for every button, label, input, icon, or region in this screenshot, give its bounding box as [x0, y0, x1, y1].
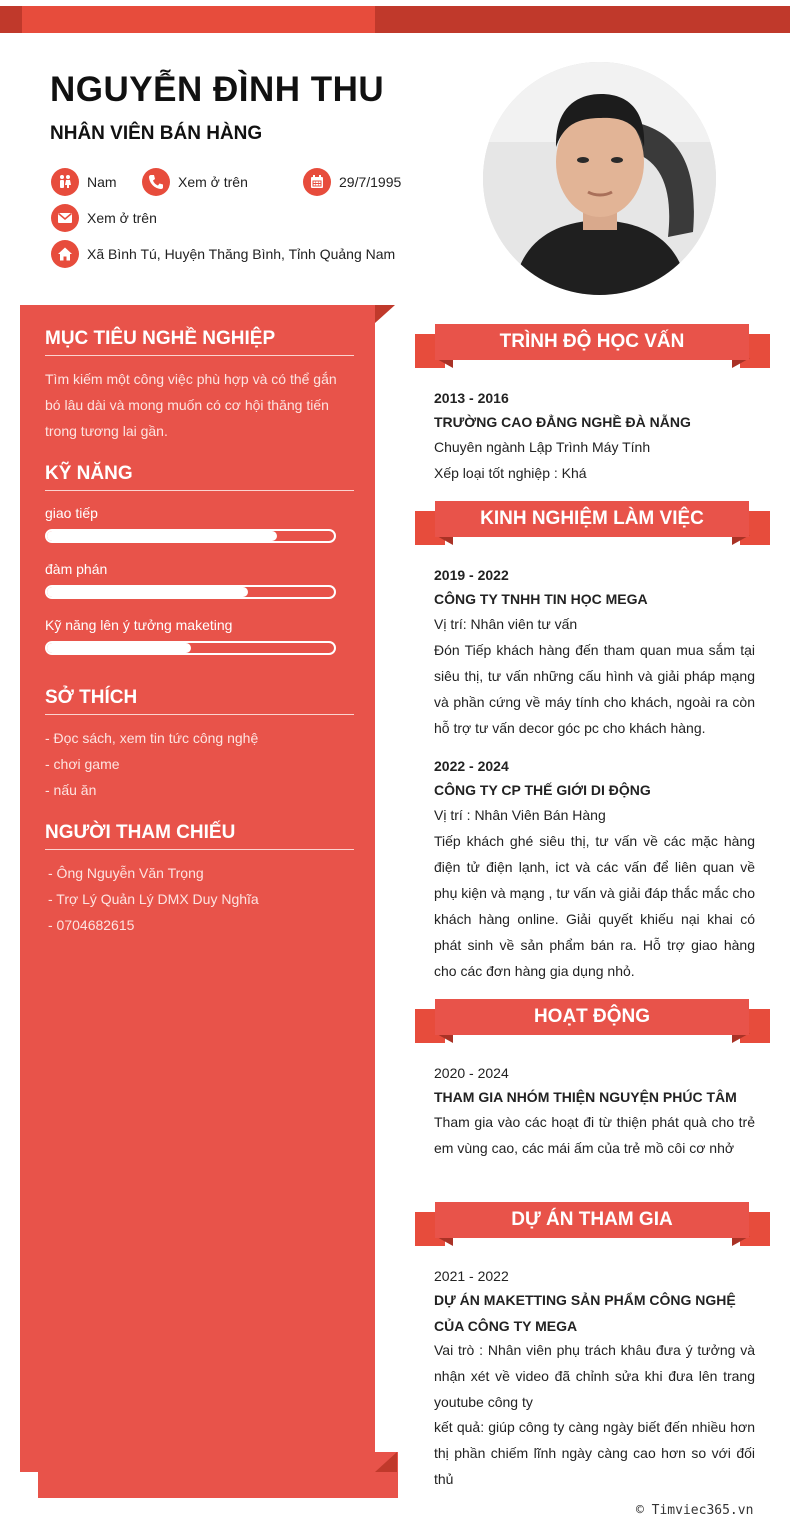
- project-role: Vai trò : Nhân viên phụ trách khâu đưa ý tưởng và nhận xét về video đã chỉnh sửa khi đưa lên trang youtube công ty: [434, 1342, 755, 1410]
- skills-title: KỸ NĂNG: [45, 463, 133, 484]
- experience-ribbon: [415, 501, 770, 545]
- education-school: TRƯỜNG CAO ĐẲNG NGHỀ ĐÀ NẴNG: [434, 414, 691, 430]
- gender-icon: [51, 168, 79, 196]
- activity-period: 2020 - 2024: [434, 1065, 509, 1081]
- reference-item: - 0704682615: [48, 917, 135, 933]
- top-bar-accent: [22, 6, 375, 33]
- activity-name: THAM GIA NHÓM THIỆN NGUYỆN PHÚC TÂM: [434, 1089, 737, 1105]
- projects-ribbon: [415, 1202, 770, 1246]
- skill-label: đàm phán: [45, 561, 108, 577]
- project-result: kết quả: giúp công ty càng ngày biết đến nhiều hơn thị phần chiếm lĩnh ngày càng cao hơn so với đối thủ: [434, 1419, 755, 1487]
- skill-bar: [45, 529, 336, 543]
- objective-text: Tìm kiếm một công việc phù hợp và có thể gắn bó lâu dài và mong muốn có cơ hội thăng tiến trong tương lai gần.: [45, 371, 337, 439]
- address-info: [51, 240, 395, 268]
- skill-bar: [45, 585, 336, 599]
- job-position: Vị trí : Nhân Viên Bán Hàng: [434, 807, 606, 823]
- gender-value: Nam: [87, 174, 117, 190]
- job-position: Vị trí: Nhân viên tư vấn: [434, 616, 578, 632]
- address-value: Xã Bình Tú, Huyện Thăng Bình, Tỉnh Quảng Nam: [87, 246, 396, 262]
- left-sidebar-fold: [375, 305, 395, 323]
- email-info: [51, 204, 157, 232]
- references-title: NGƯỜI THAM CHIẾU: [45, 822, 236, 843]
- email-value: Xem ở trên: [87, 210, 157, 226]
- skill-label: giao tiếp: [45, 505, 98, 521]
- skill-fill: [47, 531, 277, 541]
- skill-label: Kỹ năng lên ý tưởng maketing: [45, 617, 233, 633]
- job-description: Đón Tiếp khách hàng đến tham quan mua sắm tại siêu thị, tư vấn những cấu hình và giải pháp mạng và phần cứng về máy tính cho khách, ngoài ra còn hỗ trợ tư vấn decor góc pc cho khách hàng.: [434, 642, 755, 736]
- divider: [45, 714, 354, 715]
- job-company: CÔNG TY CP THẾ GIỚI DI ĐỘNG: [434, 782, 651, 798]
- hobby-item: - nấu ăn: [45, 782, 97, 798]
- project-period: 2021 - 2022: [434, 1268, 509, 1284]
- objective-title: MỤC TIÊU NGHỀ NGHIỆP: [45, 328, 276, 349]
- job-title: NHÂN VIÊN BÁN HÀNG: [50, 123, 263, 144]
- calendar-icon: [303, 168, 331, 196]
- left-sidebar-bottom: [38, 1452, 398, 1498]
- footer-copyright: © Timviec365.vn: [636, 1503, 754, 1518]
- education-grade: Xếp loại tốt nghiệp : Khá: [434, 465, 587, 481]
- divider: [45, 490, 354, 491]
- divider: [45, 355, 354, 356]
- skill-fill: [47, 587, 248, 597]
- hobby-item: - Đọc sách, xem tin tức công nghệ: [45, 730, 259, 746]
- activities-title: HOẠT ĐỘNG: [435, 999, 749, 1035]
- job-period: 2019 - 2022: [434, 567, 509, 583]
- gender-info: [51, 168, 117, 196]
- hobby-item: - chơi game: [45, 756, 120, 772]
- phone-info: [142, 168, 248, 196]
- candidate-name: NGUYỄN ĐÌNH THU: [50, 70, 385, 109]
- experience-title: KINH NGHIỆM LÀM VIỆC: [435, 501, 749, 537]
- left-sidebar-bottom-fold: [375, 1452, 397, 1472]
- dob-value: 29/7/1995: [339, 174, 402, 190]
- education-major: Chuyên ngành Lập Trình Máy Tính: [434, 439, 651, 455]
- profile-photo: [483, 62, 716, 295]
- email-icon: [51, 204, 79, 232]
- education-ribbon: [415, 324, 770, 368]
- activity-description: Tham gia vào các hoạt đi từ thiện phát quà cho trẻ em vùng cao, các mái ấm của trẻ mồ côi cơ nhở: [434, 1114, 755, 1156]
- hobbies-title: SỞ THÍCH: [45, 687, 138, 708]
- projects-title: DỰ ÁN THAM GIA: [435, 1202, 749, 1238]
- job-company: CÔNG TY TNHH TIN HỌC MEGA: [434, 591, 648, 607]
- top-bar-dark: [375, 6, 790, 33]
- dob-info: [303, 168, 401, 196]
- phone-value: Xem ở trên: [178, 174, 248, 190]
- project-name: DỰ ÁN MAKETTING SẢN PHẨM CÔNG NGHỆ CỦA CÔNG TY MEGA: [434, 1292, 736, 1334]
- job-period: 2022 - 2024: [434, 758, 509, 774]
- phone-icon: [142, 168, 170, 196]
- divider: [45, 849, 354, 850]
- job-description: Tiếp khách ghé siêu thị, tư vấn về các mặc hàng điện tử điện lạnh, ict và các vấn để liên quan về phụ kiện và mạng , tư vấn và giải đáp thắc mắc cho khách hàng online. Giải quyết khiếu nại khai có phát sinh về sản phẩm bán ra. Hỗ trợ giao hàng cho các đơn hàng gia dụng nhỏ.: [434, 833, 755, 979]
- skill-fill: [47, 643, 191, 653]
- home-icon: [51, 240, 79, 268]
- activities-ribbon: [415, 999, 770, 1043]
- reference-item: - Ông Nguyễn Văn Trọng: [48, 865, 204, 881]
- top-bar-left: [0, 6, 22, 33]
- education-period: 2013 - 2016: [434, 390, 509, 406]
- reference-item: - Trợ Lý Quản Lý DMX Duy Nghĩa: [48, 891, 259, 907]
- skill-bar: [45, 641, 336, 655]
- education-title: TRÌNH ĐỘ HỌC VẤN: [435, 324, 749, 360]
